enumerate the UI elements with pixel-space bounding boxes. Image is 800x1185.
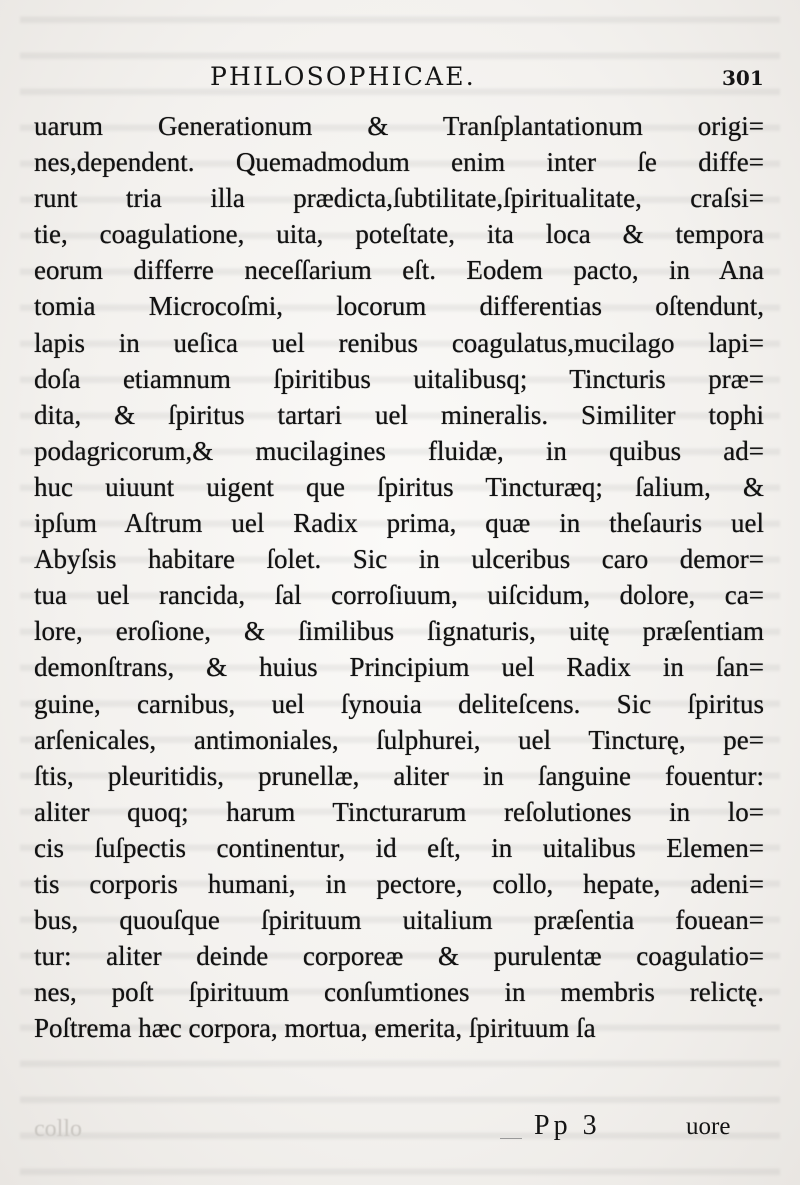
page-number: 301 [722,66,764,90]
text-line: tomia Microcoſmi, locorum differentias oſtendunt, [34,291,764,322]
running-head-title: PHILOSOPHICAE. [210,62,476,91]
text-line: ipſum Aſtrum uel Radix prima, quæ in theſauris uel [34,508,764,539]
text-line: runt tria illa prædicta,ſubtilitate,ſpiritualitate, craſsi= [34,183,764,214]
page-footer [0,1110,800,1160]
text-line: bus, quouſque ſpirituum uitalium præſentia fouean= [34,905,764,936]
bleed-through-mark: collo [34,1116,82,1142]
text-line: lapis in ueſica uel renibus coagulatus,mucilago lapi= [34,327,764,358]
text-line: demonſtrans, & huius Principium uel Radix in ſan= [34,652,764,683]
text-line: tis corporis humani, in pectore, collo, hepate, adeni= [34,868,764,899]
text-line: nes,dependent. Quemadmodum enim inter ſe diffe= [34,147,764,178]
text-line: Abyſsis habitare ſolet. Sic in ulceribus caro demor= [34,544,764,575]
running-head [0,62,800,102]
text-line: aliter quoq; harum Tincturarum reſolutiones in lo= [34,796,764,827]
text-line: dita, & ſpiritus tartari uel mineralis. Similiter tophi [34,399,764,430]
text-line: nes, poſt ſpirituum conſumtiones in membris relictę. [34,977,764,1008]
text-line: arſenicales, antimoniales, ſulphurei, uel Tincturę, pe= [34,724,764,755]
text-line: guine, carnibus, uel ſynouia deliteſcens. Sic ſpiritus [34,688,764,719]
footer-rule [500,1138,522,1139]
text-line: uarum Generationum & Tranſplantationum origi= [34,111,764,141]
text-line: ſtis, pleuritidis, prunellæ, aliter in ſanguine fouentur: [34,760,764,791]
text-line: cis ſuſpectis continentur, id eſt, in uitalibus Elemen= [34,832,764,863]
text-line: Poſtrema hæc corpora, mortua, emerita, ſpirituum ſa [34,1013,596,1044]
catchword: uore [686,1113,731,1140]
text-line: tie, coagulatione, uita, poteſtate, ita loca & tempora [34,219,764,250]
text-line: tur: aliter deinde corporeæ & purulentæ coagulatio= [34,941,764,972]
text-line: podagricorum,& mucilagines fluidæ, in quibus ad= [34,435,764,466]
text-line: huc uiuunt uigent que ſpiritus Tincturæq; ſalium, & [34,471,764,502]
signature-mark: Pp 3 [534,1110,601,1141]
text-line: eorum differre neceſſarium eſt. Eodem pacto, in Ana [34,255,764,286]
text-line: lore, eroſione, & ſimilibus ſignaturis, uitę præſentiam [34,616,764,647]
body-text [34,108,764,1046]
text-line: doſa etiamnum ſpiritibus uitalibusq; Tincturis præ= [34,363,764,394]
text-line: tua uel rancida, ſal corroſiuum, uiſcidum, dolore, ca= [34,580,764,611]
